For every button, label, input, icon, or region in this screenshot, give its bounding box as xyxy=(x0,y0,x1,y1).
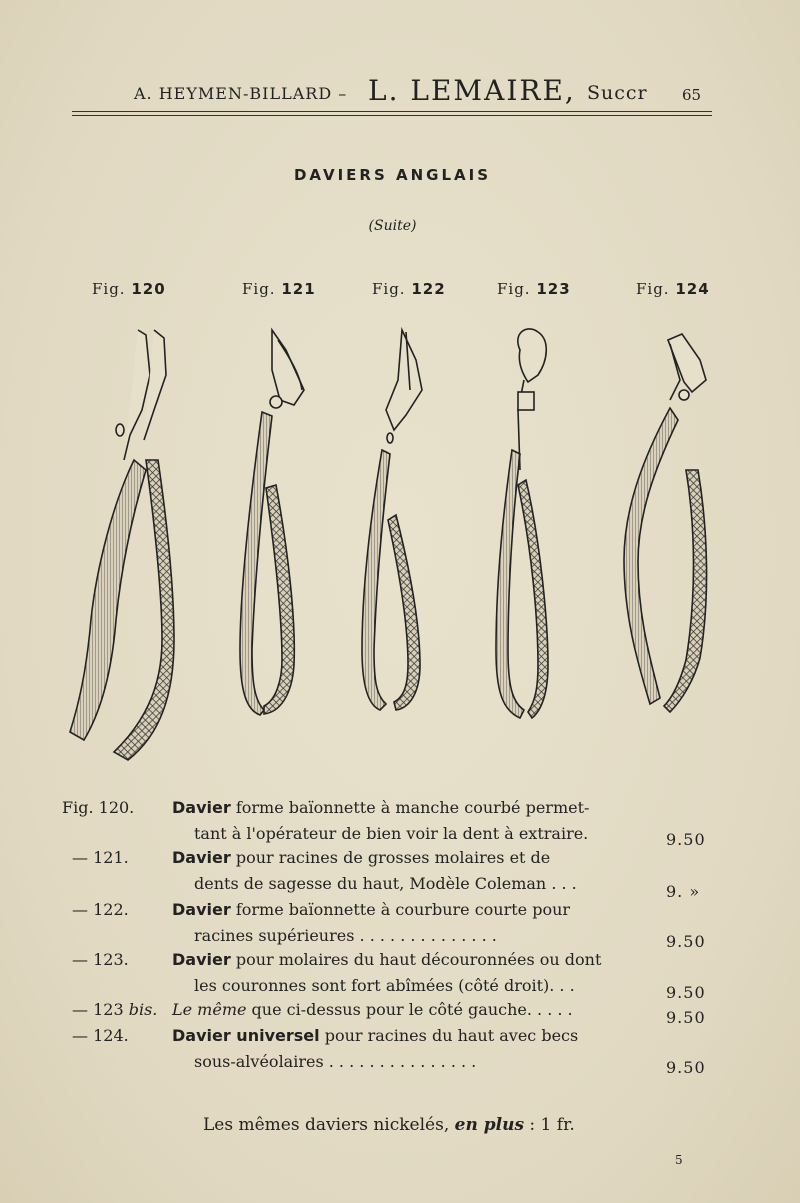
entry-fig-number: — 123 xyxy=(72,1000,124,1019)
entry-fig-123: — 123. xyxy=(72,950,129,969)
entry-fig-120: Fig. 120. xyxy=(62,798,135,817)
entry-text: forme baïonnette à manche courbé permet- xyxy=(230,798,590,817)
header-rule-thick xyxy=(72,111,712,112)
entry-123bis-price: 9.50 xyxy=(666,1008,706,1027)
forceps-120-icon xyxy=(70,330,174,760)
fig-prefix: Fig. xyxy=(497,280,531,298)
fig-number: 123 xyxy=(536,280,571,298)
section-subtitle: (Suite) xyxy=(368,218,417,234)
fig-label-123 xyxy=(497,280,571,298)
entry-name: Le même xyxy=(172,1000,247,1019)
entry-name: Davier universel xyxy=(172,1026,320,1045)
header-succ: Succr xyxy=(587,82,648,104)
footer-tail: : 1 fr. xyxy=(524,1115,575,1135)
entry-120-line1 xyxy=(172,798,589,817)
entry-name: Davier xyxy=(172,798,231,817)
section-title: DAVIERS ANGLAIS xyxy=(293,166,492,184)
entry-fig-123bis xyxy=(72,1000,157,1019)
fig-label-122 xyxy=(372,280,446,298)
footer-emph: en plus xyxy=(454,1115,525,1135)
fig-number: 122 xyxy=(411,280,446,298)
fig-number: 121 xyxy=(281,280,316,298)
fig-prefix: Fig. xyxy=(636,280,670,298)
fig-prefix: Fig. xyxy=(372,280,406,298)
entry-124-line1 xyxy=(172,1026,578,1045)
entry-123-line1 xyxy=(172,950,601,969)
entry-text: que ci-dessus pour le côté gauche. . . . . xyxy=(246,1000,573,1019)
entry-text: pour racines de grosses molaires et de xyxy=(230,848,551,867)
entry-121-line1 xyxy=(172,848,550,867)
entry-120-price: 9.50 xyxy=(666,830,706,849)
fig-number: 120 xyxy=(131,280,166,298)
fig-prefix: Fig. xyxy=(242,280,276,298)
entry-123-line2: les couronnes sont fort abîmées (côté droit). . . xyxy=(194,976,575,995)
entry-text: pour racines du haut avec becs xyxy=(319,1026,579,1045)
fig-number: 124 xyxy=(675,280,710,298)
running-head xyxy=(72,74,712,110)
entry-122-price: 9.50 xyxy=(666,932,706,951)
entry-122-line1 xyxy=(172,900,570,919)
fig-label-124 xyxy=(636,280,710,298)
header-rule-thin xyxy=(72,115,712,116)
header-left: A. HEYMEN-BILLARD – xyxy=(134,84,348,103)
fig-label-121 xyxy=(242,280,316,298)
entry-name: Davier xyxy=(172,900,231,919)
entry-fig-121: — 121. xyxy=(72,848,129,867)
footer-note xyxy=(203,1115,575,1135)
entry-text: forme baïonnette à courbure courte pour xyxy=(230,900,571,919)
entry-fig-suffix: bis. xyxy=(123,1000,158,1019)
entry-text: pour molaires du haut découronnées ou dont xyxy=(230,950,602,969)
entry-124-line2: sous-alvéolaires . . . . . . . . . . . . . . . xyxy=(194,1052,477,1071)
forceps-illustrations xyxy=(50,320,730,770)
fig-prefix: Fig. xyxy=(92,280,126,298)
entry-124-price: 9.50 xyxy=(666,1058,706,1077)
entry-name: Davier xyxy=(172,950,231,969)
footer-text: Les mêmes daviers nickelés, xyxy=(203,1115,450,1135)
entry-fig-122: — 122. xyxy=(72,900,129,919)
forceps-123-icon xyxy=(496,329,548,718)
header-name: L. LEMAIRE, xyxy=(368,74,576,107)
entry-123bis-line1 xyxy=(172,1000,573,1019)
forceps-122-icon xyxy=(362,330,422,710)
signature-mark: 5 xyxy=(675,1153,683,1167)
entry-121-price: 9. » xyxy=(666,882,701,901)
entry-fig-124: — 124. xyxy=(72,1026,129,1045)
entry-120-line2: tant à l'opérateur de bien voir la dent à extraire. xyxy=(194,824,589,843)
entry-123-price: 9.50 xyxy=(666,983,706,1002)
entry-name: Davier xyxy=(172,848,231,867)
forceps-121-icon xyxy=(240,330,304,715)
entry-122-line2: racines supérieures . . . . . . . . . . . . . . xyxy=(194,926,497,945)
fig-label-120 xyxy=(92,280,166,298)
forceps-124-icon xyxy=(624,334,707,712)
entry-121-line2: dents de sagesse du haut, Modèle Coleman . . . xyxy=(194,874,577,893)
page-number: 65 xyxy=(682,86,702,104)
